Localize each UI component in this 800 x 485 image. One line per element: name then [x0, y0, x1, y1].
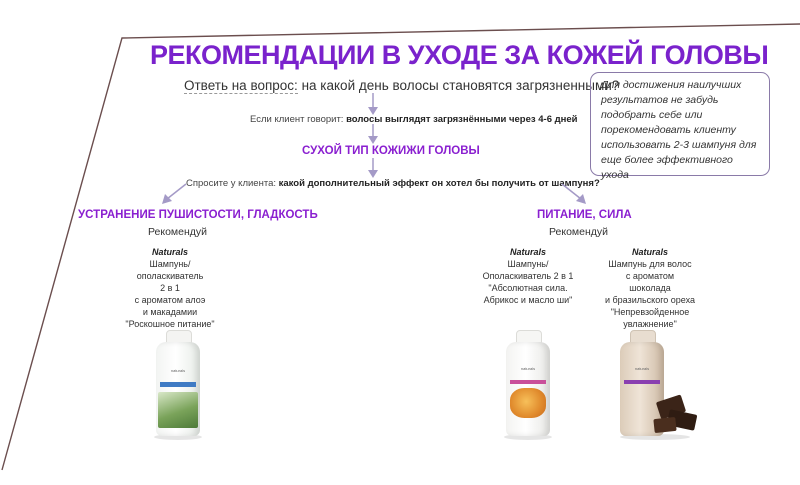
question-prefix: Ответь на вопрос: [184, 78, 298, 93]
main-question [184, 78, 619, 93]
ask-client [186, 178, 600, 189]
arrow-down-icon [365, 124, 381, 146]
product-description-line: и бразильского ореха [604, 295, 696, 305]
product-description-line: ополаскиватель [136, 271, 204, 281]
right-branch-recommend: Рекомендуй [549, 226, 609, 238]
chocolate-bottle-image: naturals [614, 330, 704, 440]
product-description-line: Абрикос и масло ши" [483, 295, 573, 305]
left-branch-heading: УСТРАНЕНИЕ ПУШИСТОСТИ, ГЛАДКОСТЬ [78, 209, 318, 221]
client-says-text: волосы выглядят загрязнёнными через 4-6 дней [346, 114, 578, 125]
product-brand: Naturals [631, 247, 668, 257]
product-brand: Naturals [151, 247, 188, 257]
arrow-down-icon [365, 158, 381, 180]
apricot-bottle-image: naturals [498, 330, 558, 440]
right-branch-heading: ПИТАНИЕ, СИЛА [537, 209, 632, 221]
product-description-line: "Абсолютная сила. [488, 283, 568, 293]
product-description-chocolate [590, 246, 710, 330]
ask-client-text: какой дополнительный эффект он хотел бы получить от шампуня? [278, 178, 600, 189]
product-description-line: с ароматом алоэ [134, 295, 206, 305]
left-branch-recommend: Рекомендуй [148, 226, 208, 238]
product-description-line: Шампунь для волос [608, 259, 692, 269]
client-says-prefix: Если клиент говорит: [250, 114, 344, 125]
aloe-bottle-image: naturals [148, 330, 208, 440]
product-description-line: Шампунь/ [507, 259, 549, 269]
product-description-line: "Непревзойденное [610, 307, 690, 317]
product-description-aloe [110, 246, 230, 330]
product-description-apricot [468, 246, 588, 306]
ask-client-prefix: Спросите у клиента: [186, 178, 276, 189]
question-text: на какой день волосы становятся загрязненными? [301, 78, 620, 93]
product-description-line: 2 в 1 [160, 283, 180, 293]
page-title: РЕКОМЕНДАЦИИ В УХОДЕ ЗА КОЖЕЙ ГОЛОВЫ [150, 40, 769, 70]
product-description-line: Шампунь/ [149, 259, 191, 269]
arrow-down-right-icon [558, 180, 590, 208]
client-says [250, 114, 578, 125]
product-description-line: с ароматом [625, 271, 675, 281]
skin-type-heading: СУХОЙ ТИП КОЖИЖИ ГОЛОВЫ [302, 145, 480, 157]
product-description-line: "Роскошное питание" [125, 319, 215, 329]
product-brand: Naturals [509, 247, 546, 257]
product-description-line: шоколада [629, 283, 671, 293]
product-description-line: и макадамии [142, 307, 198, 317]
product-description-line: увлажнение" [623, 319, 677, 329]
tip-box: Для достижения наилучших результатов не забудь подобрать себе или порекомендовать клиенту использовать 2-3 шампуня для еще более эффективного ухода [590, 72, 770, 176]
arrow-down-left-icon [158, 180, 190, 208]
product-description-line: Ополаскиватель 2 в 1 [482, 271, 574, 281]
